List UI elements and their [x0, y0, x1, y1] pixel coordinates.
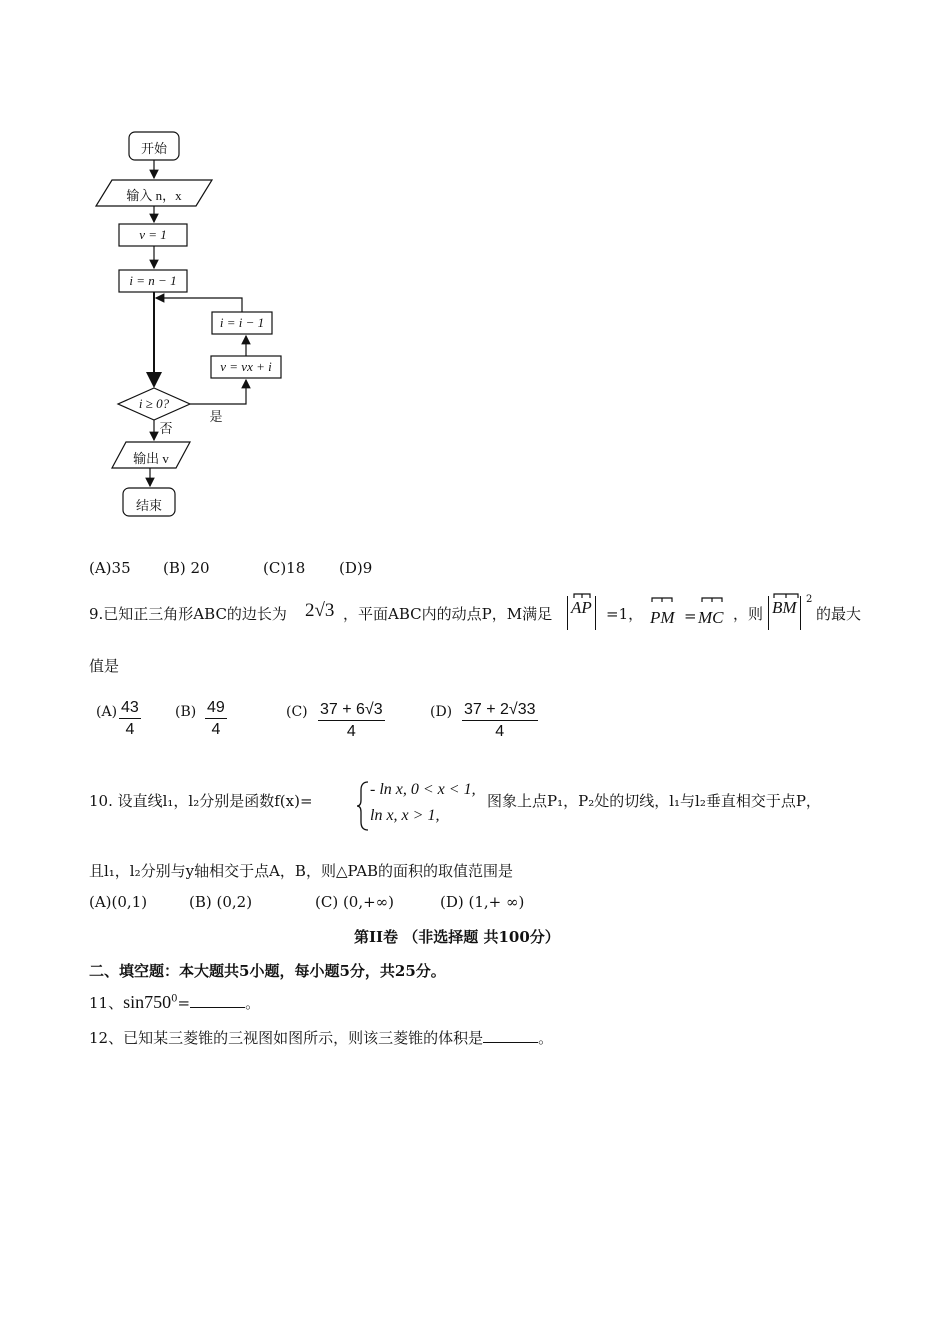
q11-end: 。	[245, 994, 261, 1012]
q9-vector-mc: MC	[698, 608, 724, 627]
q11-equals: =	[177, 994, 191, 1012]
q9-text-2: ，平面ABC内的动点P，M满足	[343, 605, 553, 623]
q8-option-d: (D)9	[339, 559, 373, 577]
q9-side-length: 2√3	[305, 600, 335, 621]
q9-option-a-numerator: 43	[119, 699, 141, 719]
q9-text-1: 9.已知正三角形ABC的边长为	[89, 605, 287, 623]
q9-option-a-label: (A)	[96, 704, 118, 720]
q9-option-b-label: (B)	[175, 704, 197, 720]
q10-case-2: ln x, x > 1,	[370, 807, 440, 824]
q12-text: 12、已知某三菱锥的三视图如图所示，则该三菱锥的体积是	[89, 1029, 484, 1047]
q9-text-line2: 值是	[89, 657, 120, 675]
q9-option-a-fraction	[119, 699, 141, 739]
fc-output-label: 输出 v	[133, 451, 169, 466]
q10-brace	[356, 780, 370, 832]
q10-option-a: (A)(0,1)	[89, 893, 148, 911]
q9-square: 2	[806, 594, 813, 605]
q11-answer-blank	[190, 993, 245, 1008]
question-12	[89, 1027, 553, 1048]
fc-init-i-label: i = n − 1	[129, 273, 177, 288]
q9-vector-pm: PM	[650, 608, 675, 627]
fc-init-v-label: v = 1	[139, 227, 167, 242]
vector-mark-pm	[652, 598, 672, 602]
fc-yes-label: 是	[209, 409, 223, 424]
q12-answer-blank	[483, 1028, 538, 1043]
vector-mark-mc	[702, 598, 722, 602]
fc-input-label: 输入 n，x	[126, 188, 182, 203]
q11-prefix: 11、	[89, 994, 124, 1012]
q10-option-c: (C) (0,+∞)	[315, 893, 395, 911]
q10-text-2: 图象上点P₁，P₂处的切线，l₁与l₂垂直相交于点P，	[487, 792, 821, 810]
section-2-title: 第II卷 （非选择题 共100分）	[354, 928, 560, 946]
q10-option-d: (D) (1,+ ∞)	[440, 893, 525, 911]
q8-option-b: (B) 20	[163, 559, 210, 577]
q9-text-4: 的最大	[816, 605, 862, 623]
q9-option-d-numerator: 37 + 2√33	[462, 701, 538, 721]
q9-option-b-denominator: 4	[211, 721, 221, 738]
q9-option-d-label: (D)	[430, 704, 453, 720]
q11-expression: sin750	[123, 992, 172, 1012]
q9-option-c-numerator: 37 + 6√3	[318, 701, 385, 721]
q9-option-b-fraction	[205, 699, 227, 739]
q10-text-line2: 且l₁，l₂分别与y轴相交于点A，B，则△PAB的面积的取值范围是	[89, 862, 514, 880]
q9-option-c-label: (C)	[286, 704, 308, 720]
fc-update-v-label: v = vx + i	[220, 359, 272, 374]
q9-vector-bm: BM	[772, 598, 797, 617]
fc-update-i-label: i = i − 1	[219, 315, 265, 330]
q9-option-d-denominator: 4	[495, 723, 505, 740]
question-11	[89, 992, 260, 1013]
q9-option-c-denominator: 4	[346, 723, 356, 740]
q9-eq-2: =	[684, 607, 697, 625]
q9-option-d-fraction	[462, 701, 538, 741]
q12-end: 。	[538, 1029, 554, 1047]
q10-text-1: 10. 设直线l₁，l₂分别是函数f(x)=	[89, 792, 313, 810]
section-2-heading: 二、填空题：本大题共5小题，每小题5分，共25分。	[89, 962, 446, 980]
q9-vector-ap: AP	[571, 598, 592, 617]
q8-option-c: (C)18	[263, 559, 306, 577]
q10-option-b: (B) (0,2)	[189, 893, 253, 911]
fc-no-label: 否	[159, 421, 173, 436]
q9-option-b-numerator: 49	[205, 699, 227, 719]
fc-end-label: 结束	[135, 498, 162, 513]
fc-condition-label: i ≥ 0?	[138, 396, 170, 411]
q11-degree-superscript: 0	[171, 993, 178, 1005]
q8-option-a: (A)35	[89, 559, 131, 577]
q9-eq-1: =1，	[606, 605, 644, 623]
q9-text-3: ，则	[733, 605, 764, 623]
q10-case-1: - ln x, 0 < x < 1,	[370, 781, 476, 798]
q9-abs-ap	[567, 596, 596, 630]
q9-option-a-denominator: 4	[125, 721, 135, 738]
fc-start-label: 开始	[140, 141, 167, 156]
q9-abs-bm	[768, 596, 801, 630]
q9-option-c-fraction	[318, 701, 385, 741]
